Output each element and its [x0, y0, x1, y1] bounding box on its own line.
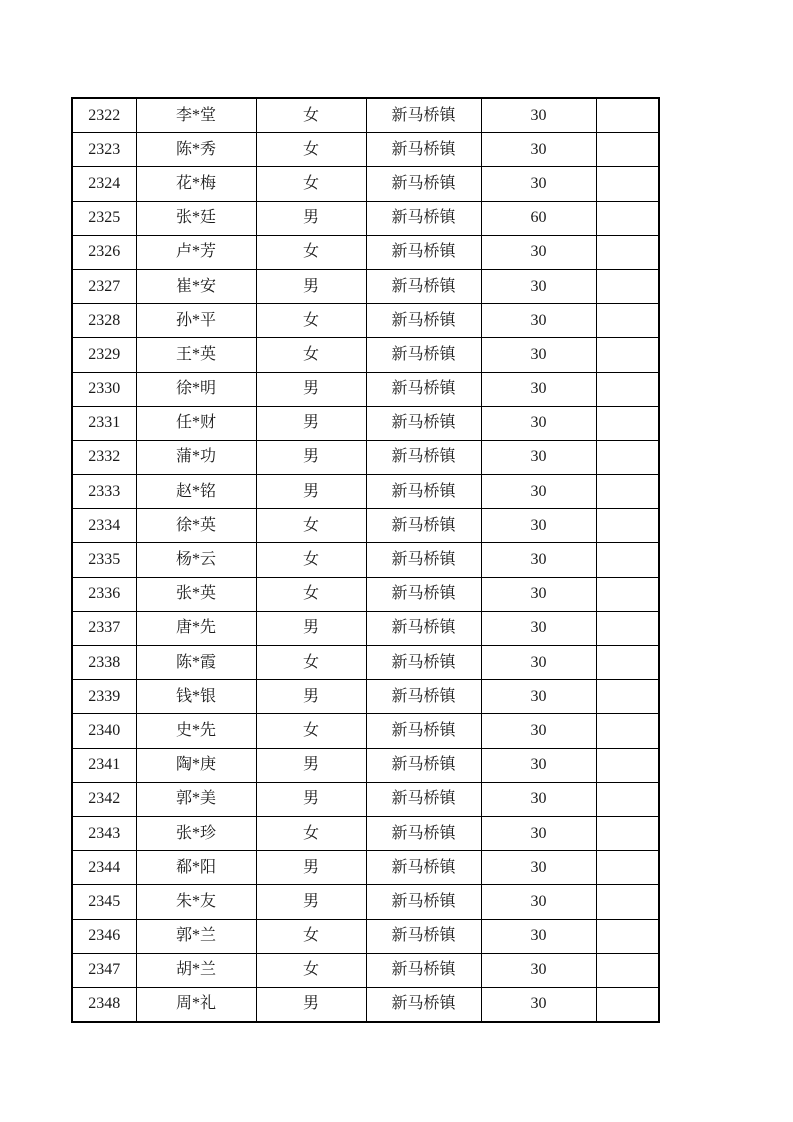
table-row: [72, 919, 659, 953]
cell-name: 赵*铭: [136, 475, 256, 509]
cell-amount: 30: [481, 98, 596, 133]
cell-amount: 30: [481, 509, 596, 543]
cell-sequence-number: 2331: [72, 406, 136, 440]
cell-sequence-number: 2348: [72, 987, 136, 1022]
cell-gender: 女: [256, 338, 366, 372]
table-row: [72, 440, 659, 474]
cell-gender: 男: [256, 748, 366, 782]
cell-gender: 女: [256, 235, 366, 269]
cell-amount: 30: [481, 646, 596, 680]
cell-name: 钱*银: [136, 680, 256, 714]
cell-name: 蒲*功: [136, 440, 256, 474]
cell-name: 陈*秀: [136, 133, 256, 167]
cell-sequence-number: 2334: [72, 509, 136, 543]
table-row: [72, 885, 659, 919]
cell-amount: 30: [481, 269, 596, 303]
cell-gender: 男: [256, 851, 366, 885]
cell-note: [596, 748, 659, 782]
cell-town: 新马桥镇: [366, 885, 481, 919]
cell-name: 卢*芳: [136, 235, 256, 269]
cell-note: [596, 816, 659, 850]
cell-town: 新马桥镇: [366, 372, 481, 406]
table-row: [72, 748, 659, 782]
cell-town: 新马桥镇: [366, 851, 481, 885]
cell-name: 杨*云: [136, 543, 256, 577]
cell-name: 史*先: [136, 714, 256, 748]
cell-gender: 女: [256, 816, 366, 850]
table-row: [72, 406, 659, 440]
cell-town: 新马桥镇: [366, 919, 481, 953]
cell-name: 徐*英: [136, 509, 256, 543]
table-row: [72, 851, 659, 885]
cell-name: 李*堂: [136, 98, 256, 133]
cell-name: 周*礼: [136, 987, 256, 1022]
cell-town: 新马桥镇: [366, 406, 481, 440]
cell-amount: 30: [481, 338, 596, 372]
cell-note: [596, 885, 659, 919]
cell-name: 郭*兰: [136, 919, 256, 953]
cell-sequence-number: 2333: [72, 475, 136, 509]
table-row: [72, 680, 659, 714]
cell-sequence-number: 2325: [72, 201, 136, 235]
cell-note: [596, 406, 659, 440]
cell-name: 郗*阳: [136, 851, 256, 885]
cell-town: 新马桥镇: [366, 611, 481, 645]
cell-name: 朱*友: [136, 885, 256, 919]
cell-name: 花*梅: [136, 167, 256, 201]
cell-gender: 女: [256, 919, 366, 953]
cell-town: 新马桥镇: [366, 509, 481, 543]
cell-amount: 60: [481, 201, 596, 235]
cell-name: 王*英: [136, 338, 256, 372]
table-row: [72, 372, 659, 406]
cell-gender: 男: [256, 440, 366, 474]
cell-name: 张*英: [136, 577, 256, 611]
cell-amount: 30: [481, 611, 596, 645]
cell-gender: 女: [256, 543, 366, 577]
cell-gender: 女: [256, 646, 366, 680]
cell-town: 新马桥镇: [366, 714, 481, 748]
cell-sequence-number: 2347: [72, 953, 136, 987]
cell-gender: 男: [256, 475, 366, 509]
cell-name: 张*廷: [136, 201, 256, 235]
cell-note: [596, 987, 659, 1022]
table-row: [72, 235, 659, 269]
cell-sequence-number: 2341: [72, 748, 136, 782]
cell-town: 新马桥镇: [366, 987, 481, 1022]
cell-amount: 30: [481, 475, 596, 509]
cell-town: 新马桥镇: [366, 201, 481, 235]
cell-sequence-number: 2342: [72, 782, 136, 816]
cell-town: 新马桥镇: [366, 543, 481, 577]
cell-town: 新马桥镇: [366, 235, 481, 269]
cell-note: [596, 577, 659, 611]
cell-amount: 30: [481, 543, 596, 577]
cell-note: [596, 440, 659, 474]
cell-sequence-number: 2322: [72, 98, 136, 133]
cell-sequence-number: 2340: [72, 714, 136, 748]
cell-gender: 男: [256, 372, 366, 406]
cell-sequence-number: 2343: [72, 816, 136, 850]
table-row: [72, 577, 659, 611]
cell-amount: 30: [481, 133, 596, 167]
cell-amount: 30: [481, 577, 596, 611]
cell-gender: 男: [256, 269, 366, 303]
cell-town: 新马桥镇: [366, 953, 481, 987]
table-row: [72, 269, 659, 303]
cell-gender: 女: [256, 714, 366, 748]
cell-note: [596, 98, 659, 133]
cell-sequence-number: 2339: [72, 680, 136, 714]
cell-amount: 30: [481, 782, 596, 816]
cell-name: 张*珍: [136, 816, 256, 850]
cell-amount: 30: [481, 406, 596, 440]
cell-note: [596, 646, 659, 680]
cell-note: [596, 851, 659, 885]
cell-name: 胡*兰: [136, 953, 256, 987]
cell-gender: 女: [256, 577, 366, 611]
cell-town: 新马桥镇: [366, 680, 481, 714]
cell-sequence-number: 2332: [72, 440, 136, 474]
cell-amount: 30: [481, 851, 596, 885]
cell-gender: 女: [256, 167, 366, 201]
cell-gender: 女: [256, 133, 366, 167]
cell-gender: 男: [256, 201, 366, 235]
table-row: [72, 782, 659, 816]
cell-sequence-number: 2326: [72, 235, 136, 269]
cell-town: 新马桥镇: [366, 748, 481, 782]
cell-sequence-number: 2337: [72, 611, 136, 645]
cell-gender: 女: [256, 953, 366, 987]
table-row: [72, 338, 659, 372]
table-row: [72, 304, 659, 338]
cell-note: [596, 680, 659, 714]
cell-sequence-number: 2327: [72, 269, 136, 303]
table-row: [72, 611, 659, 645]
cell-amount: 30: [481, 919, 596, 953]
cell-sequence-number: 2335: [72, 543, 136, 577]
table-row: [72, 987, 659, 1022]
cell-gender: 男: [256, 680, 366, 714]
cell-note: [596, 304, 659, 338]
cell-name: 陈*霞: [136, 646, 256, 680]
cell-town: 新马桥镇: [366, 338, 481, 372]
table-row: [72, 133, 659, 167]
cell-gender: 女: [256, 509, 366, 543]
cell-name: 徐*明: [136, 372, 256, 406]
cell-amount: 30: [481, 167, 596, 201]
table-row: [72, 543, 659, 577]
cell-note: [596, 201, 659, 235]
table-body: [72, 98, 659, 1022]
cell-amount: 30: [481, 885, 596, 919]
cell-town: 新马桥镇: [366, 304, 481, 338]
cell-town: 新马桥镇: [366, 475, 481, 509]
cell-amount: 30: [481, 748, 596, 782]
cell-note: [596, 235, 659, 269]
cell-note: [596, 133, 659, 167]
cell-name: 任*财: [136, 406, 256, 440]
cell-gender: 男: [256, 406, 366, 440]
table-row: [72, 475, 659, 509]
cell-sequence-number: 2329: [72, 338, 136, 372]
table-row: [72, 167, 659, 201]
cell-note: [596, 714, 659, 748]
cell-note: [596, 509, 659, 543]
cell-town: 新马桥镇: [366, 167, 481, 201]
table-row: [72, 201, 659, 235]
cell-sequence-number: 2330: [72, 372, 136, 406]
cell-name: 陶*庚: [136, 748, 256, 782]
cell-amount: 30: [481, 953, 596, 987]
cell-note: [596, 953, 659, 987]
cell-amount: 30: [481, 714, 596, 748]
cell-town: 新马桥镇: [366, 269, 481, 303]
subsidy-list-table: [71, 97, 660, 1023]
cell-note: [596, 167, 659, 201]
cell-town: 新马桥镇: [366, 782, 481, 816]
cell-gender: 男: [256, 885, 366, 919]
cell-sequence-number: 2336: [72, 577, 136, 611]
cell-sequence-number: 2328: [72, 304, 136, 338]
cell-sequence-number: 2338: [72, 646, 136, 680]
cell-note: [596, 338, 659, 372]
table-row: [72, 714, 659, 748]
cell-name: 唐*先: [136, 611, 256, 645]
cell-town: 新马桥镇: [366, 577, 481, 611]
cell-town: 新马桥镇: [366, 98, 481, 133]
cell-name: 孙*平: [136, 304, 256, 338]
cell-sequence-number: 2323: [72, 133, 136, 167]
cell-sequence-number: 2345: [72, 885, 136, 919]
cell-town: 新马桥镇: [366, 133, 481, 167]
cell-town: 新马桥镇: [366, 646, 481, 680]
cell-note: [596, 919, 659, 953]
cell-note: [596, 269, 659, 303]
cell-note: [596, 543, 659, 577]
table-row: [72, 646, 659, 680]
cell-note: [596, 782, 659, 816]
cell-gender: 女: [256, 98, 366, 133]
cell-town: 新马桥镇: [366, 816, 481, 850]
cell-sequence-number: 2346: [72, 919, 136, 953]
cell-sequence-number: 2344: [72, 851, 136, 885]
cell-amount: 30: [481, 816, 596, 850]
cell-note: [596, 611, 659, 645]
cell-gender: 男: [256, 782, 366, 816]
cell-sequence-number: 2324: [72, 167, 136, 201]
cell-amount: 30: [481, 372, 596, 406]
cell-gender: 男: [256, 611, 366, 645]
cell-amount: 30: [481, 235, 596, 269]
table-row: [72, 953, 659, 987]
cell-name: 崔*安: [136, 269, 256, 303]
cell-name: 郭*美: [136, 782, 256, 816]
table-row: [72, 98, 659, 133]
cell-town: 新马桥镇: [366, 440, 481, 474]
cell-note: [596, 372, 659, 406]
cell-amount: 30: [481, 304, 596, 338]
cell-gender: 男: [256, 987, 366, 1022]
cell-amount: 30: [481, 440, 596, 474]
cell-amount: 30: [481, 680, 596, 714]
cell-note: [596, 475, 659, 509]
cell-gender: 女: [256, 304, 366, 338]
table-row: [72, 816, 659, 850]
cell-amount: 30: [481, 987, 596, 1022]
table-row: [72, 509, 659, 543]
